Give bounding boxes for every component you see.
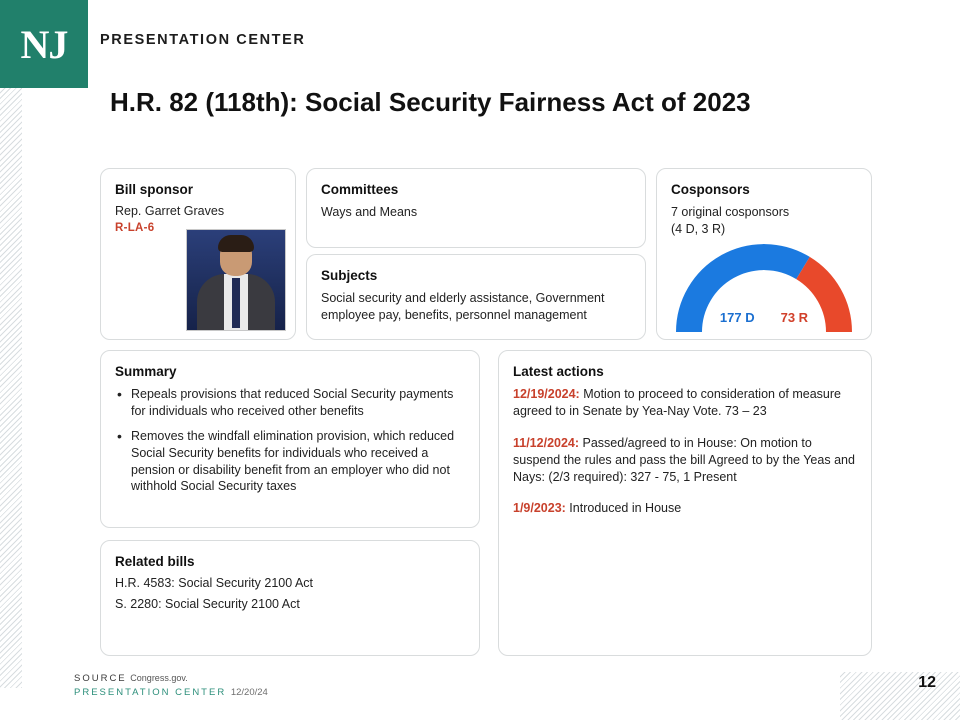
footer-date: 12/20/24 bbox=[230, 687, 268, 698]
footer-center-label: PRESENTATION CENTER bbox=[74, 687, 227, 698]
footer-center bbox=[74, 687, 268, 698]
latest-action-item bbox=[513, 500, 857, 517]
left-hatch-decoration bbox=[0, 88, 22, 688]
sponsor-portrait-photo bbox=[186, 229, 286, 331]
card-title-related-bills: Related bills bbox=[115, 554, 195, 569]
card-title-latest-actions: Latest actions bbox=[513, 364, 604, 379]
summary-bullet: • Repeals provisions that reduced Social Security payments for individuals who received other benefits bbox=[115, 386, 465, 420]
card-title-committees: Committees bbox=[321, 182, 399, 197]
card-bill-sponsor bbox=[100, 168, 296, 340]
latest-action-text: Passed/agreed to in House: On motion to suspend the rules and pass the bill Agreed to by the Yeas and Nays: (2/3 required): 327 - 75, 1 Present bbox=[513, 435, 855, 484]
latest-action-text: Introduced in House bbox=[565, 501, 682, 516]
footer-source-value: Congress.gov. bbox=[130, 673, 188, 683]
page-number: 12 bbox=[918, 674, 936, 691]
committees-text: Ways and Means bbox=[321, 205, 418, 219]
subjects-text: Social security and elderly assistance, Government employee pay, benefits, personnel management bbox=[321, 291, 605, 322]
sponsor-party: R-LA-6 bbox=[115, 222, 155, 234]
cosponsors-line-1: 7 original cosponsors bbox=[671, 205, 790, 219]
card-title-cosponsors: Cosponsors bbox=[671, 182, 750, 197]
card-related-bills bbox=[100, 540, 480, 656]
card-title-summary: Summary bbox=[115, 364, 177, 379]
related-bill-item: H.R. 4583: Social Security 2100 Act bbox=[115, 576, 314, 590]
gauge-labels bbox=[657, 310, 871, 325]
card-cosponsors bbox=[656, 168, 872, 340]
card-committees bbox=[306, 168, 646, 248]
header-divider bbox=[88, 0, 960, 1]
cosponsors-line-2: (4 D, 3 R) bbox=[671, 221, 726, 236]
brand-name: PRESENTATION CENTER bbox=[100, 32, 306, 48]
card-title-subjects: Subjects bbox=[321, 268, 378, 283]
latest-action-date: 11/12/2024: bbox=[513, 435, 580, 450]
latest-action-date: 12/19/2024: bbox=[513, 387, 580, 401]
cosponsors-gauge-chart bbox=[657, 237, 871, 337]
card-title-bill-sponsor: Bill sponsor bbox=[115, 182, 194, 197]
latest-action-item bbox=[513, 386, 857, 421]
gauge-label-dem: 177 D bbox=[719, 310, 755, 325]
card-summary bbox=[100, 350, 480, 528]
portrait-tie bbox=[232, 278, 240, 328]
summary-bullet: • Removes the windfall elimination provision, which reduced Social Security benefits for individuals who received a pension or disability benefit from an employer who did not withhold Social Security taxes bbox=[115, 428, 465, 496]
footer-source-label: SOURCE bbox=[74, 673, 127, 684]
corner-hatch-decoration bbox=[840, 672, 960, 720]
portrait-hair bbox=[218, 235, 254, 252]
card-subjects bbox=[306, 254, 646, 340]
gauge-label-rep: 73 R bbox=[780, 310, 809, 325]
footer-source bbox=[74, 673, 188, 684]
latest-action-date: 1/9/2023: bbox=[513, 501, 566, 516]
sponsor-name: Rep. Garret Graves bbox=[115, 204, 225, 218]
card-latest-actions bbox=[498, 350, 872, 656]
page-title: H.R. 82 (118th): Social Security Fairness Act of 2023 bbox=[110, 87, 751, 117]
latest-action-item bbox=[513, 435, 857, 487]
related-bill-item: S. 2280: Social Security 2100 Act bbox=[115, 597, 300, 611]
summary-bullet-list bbox=[115, 386, 465, 495]
latest-action-text: Motion to proceed to consideration of measure agreed to in Senate by Yea-Nay Vote. 73 – 23 bbox=[513, 387, 841, 419]
nj-logo: NJ bbox=[0, 0, 88, 88]
